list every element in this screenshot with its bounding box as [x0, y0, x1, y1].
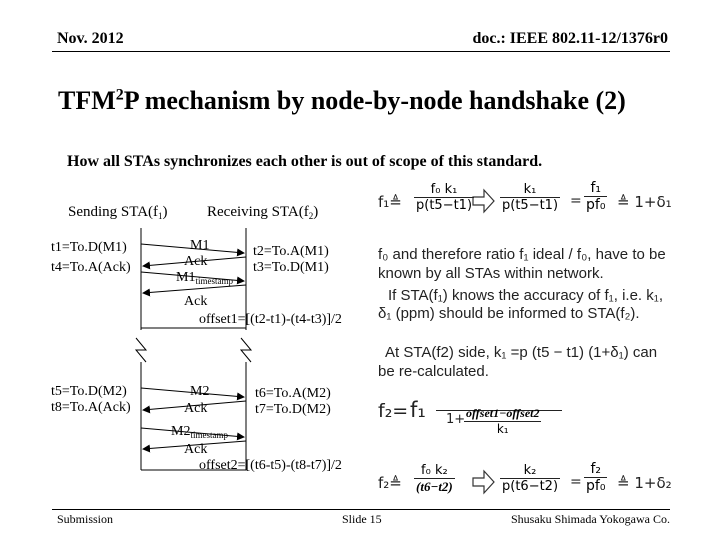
t6-label: t6=To.A(M2)	[255, 386, 331, 401]
eq3-lhs: f₂≜	[378, 474, 402, 492]
footer-slide-number: Slide 15	[342, 512, 382, 526]
header-doc-id: doc.: IEEE 802.11-12/1376r0	[472, 30, 668, 47]
ack1b-label: Ack	[184, 294, 208, 309]
text-ratio-line1: f₀ and therefore ratio f₁ ideal / f₀, have to be	[378, 246, 666, 263]
eq2-f1: f₁	[410, 398, 426, 422]
offset1-label: offset1=[(t2-t1)-(t4-t3)]/2	[199, 312, 342, 327]
text-recalc-line1: At STA(f2) side, k₁ =p (t5 − t1) (1+δ₁) can	[385, 344, 658, 361]
text-ratio-line2: known by all STAs within network.	[378, 265, 604, 282]
eq1-equals: =	[570, 193, 582, 209]
text-accuracy-line1: If STA(f₁) knows the accuracy of f₁, i.e. k₁,	[388, 287, 663, 304]
t4-label: t4=To.A(Ack)	[51, 260, 131, 275]
t8-label: t8=To.A(Ack)	[51, 400, 131, 415]
eq3-frac3: $\frac{\text{f₂}}{\text{pf₀}}$	[586, 461, 606, 494]
eq3-frac1: $\frac{\text{f₀ k₂}}{(t6-t2)}$	[416, 463, 453, 494]
eq3-frac2: $\frac{\text{k₂}}{p(t6-t2)}$	[502, 463, 559, 494]
receiver-label: Receiving $STA(f_2)$	[207, 204, 319, 221]
receiver-break-mark	[241, 338, 251, 362]
text-recalc-line2: be re-calculated.	[378, 363, 489, 380]
m2-timestamp-label: $M2_{timestamp}$	[171, 424, 228, 440]
eq2-one: 1+	[446, 412, 466, 427]
title-pre: TFM	[58, 86, 116, 115]
m1-label: M1	[190, 238, 210, 253]
text-accuracy-line2: δ₁ (ppm) should be informed to STA(f₂).	[378, 305, 640, 322]
phase2-receiver-times	[255, 386, 331, 418]
header-date: Nov. 2012	[57, 30, 124, 47]
eq1-frac2: $\frac{\text{k₁}}{p(t5-t1)}$	[502, 182, 559, 213]
eq3-equals: =	[570, 474, 582, 490]
eq3-rhs: ≜ 1+δ₂	[617, 474, 672, 492]
eq2-lhs: f₂=	[378, 400, 409, 422]
eq2-inner-frac: offset1−offset2 k₁	[466, 406, 540, 436]
footer-author: Shusaku Shimada Yokogawa Co.	[510, 512, 670, 526]
subtitle: How all STAs synchronizes each other is out of scope of this standard.	[67, 153, 543, 170]
title-sup: 2	[115, 86, 124, 104]
offset2-label: offset2=[(t6-t5)-(t8-t7)]/2	[199, 458, 342, 473]
t1-label: t1=To.D(M1)	[51, 240, 127, 255]
footer-submission: Submission	[57, 512, 114, 526]
block-arrow-3	[473, 471, 494, 493]
m2-label: M2	[190, 384, 210, 399]
footer-rule	[52, 509, 670, 510]
eq1-frac3: $\frac{\text{f₁}}{\text{pf₀}}$	[586, 180, 606, 213]
eq1-frac1: $\frac{\text{f₀ k₁}}{p(t5-t1)}$	[416, 182, 473, 213]
phase2-sender-times	[51, 384, 131, 416]
eq1-lhs: f₁≜	[378, 193, 402, 211]
t3-label: t3=To.D(M1)	[253, 260, 329, 275]
eq1-rhs: ≜ 1+δ₁	[617, 193, 672, 211]
sender-break-mark	[136, 338, 146, 362]
ack2b-label: Ack	[184, 442, 208, 457]
m1-timestamp-label: $M1_{timestamp}$	[176, 270, 233, 286]
block-arrow-1	[473, 190, 494, 212]
ack2-label: Ack	[184, 401, 208, 416]
phase1-sender-times	[51, 240, 131, 276]
phase1-receiver-times	[253, 244, 329, 276]
ack1-label: Ack	[184, 254, 208, 269]
sender-label: Sending $STA(f_1)$	[68, 204, 168, 221]
t5-label: t5=To.D(M2)	[51, 384, 127, 399]
t2-label: t2=To.A(M1)	[253, 244, 329, 259]
t7-label: t7=To.D(M2)	[255, 402, 331, 417]
title-post: P mechanism by node-by-node handshake (2)	[123, 86, 626, 115]
